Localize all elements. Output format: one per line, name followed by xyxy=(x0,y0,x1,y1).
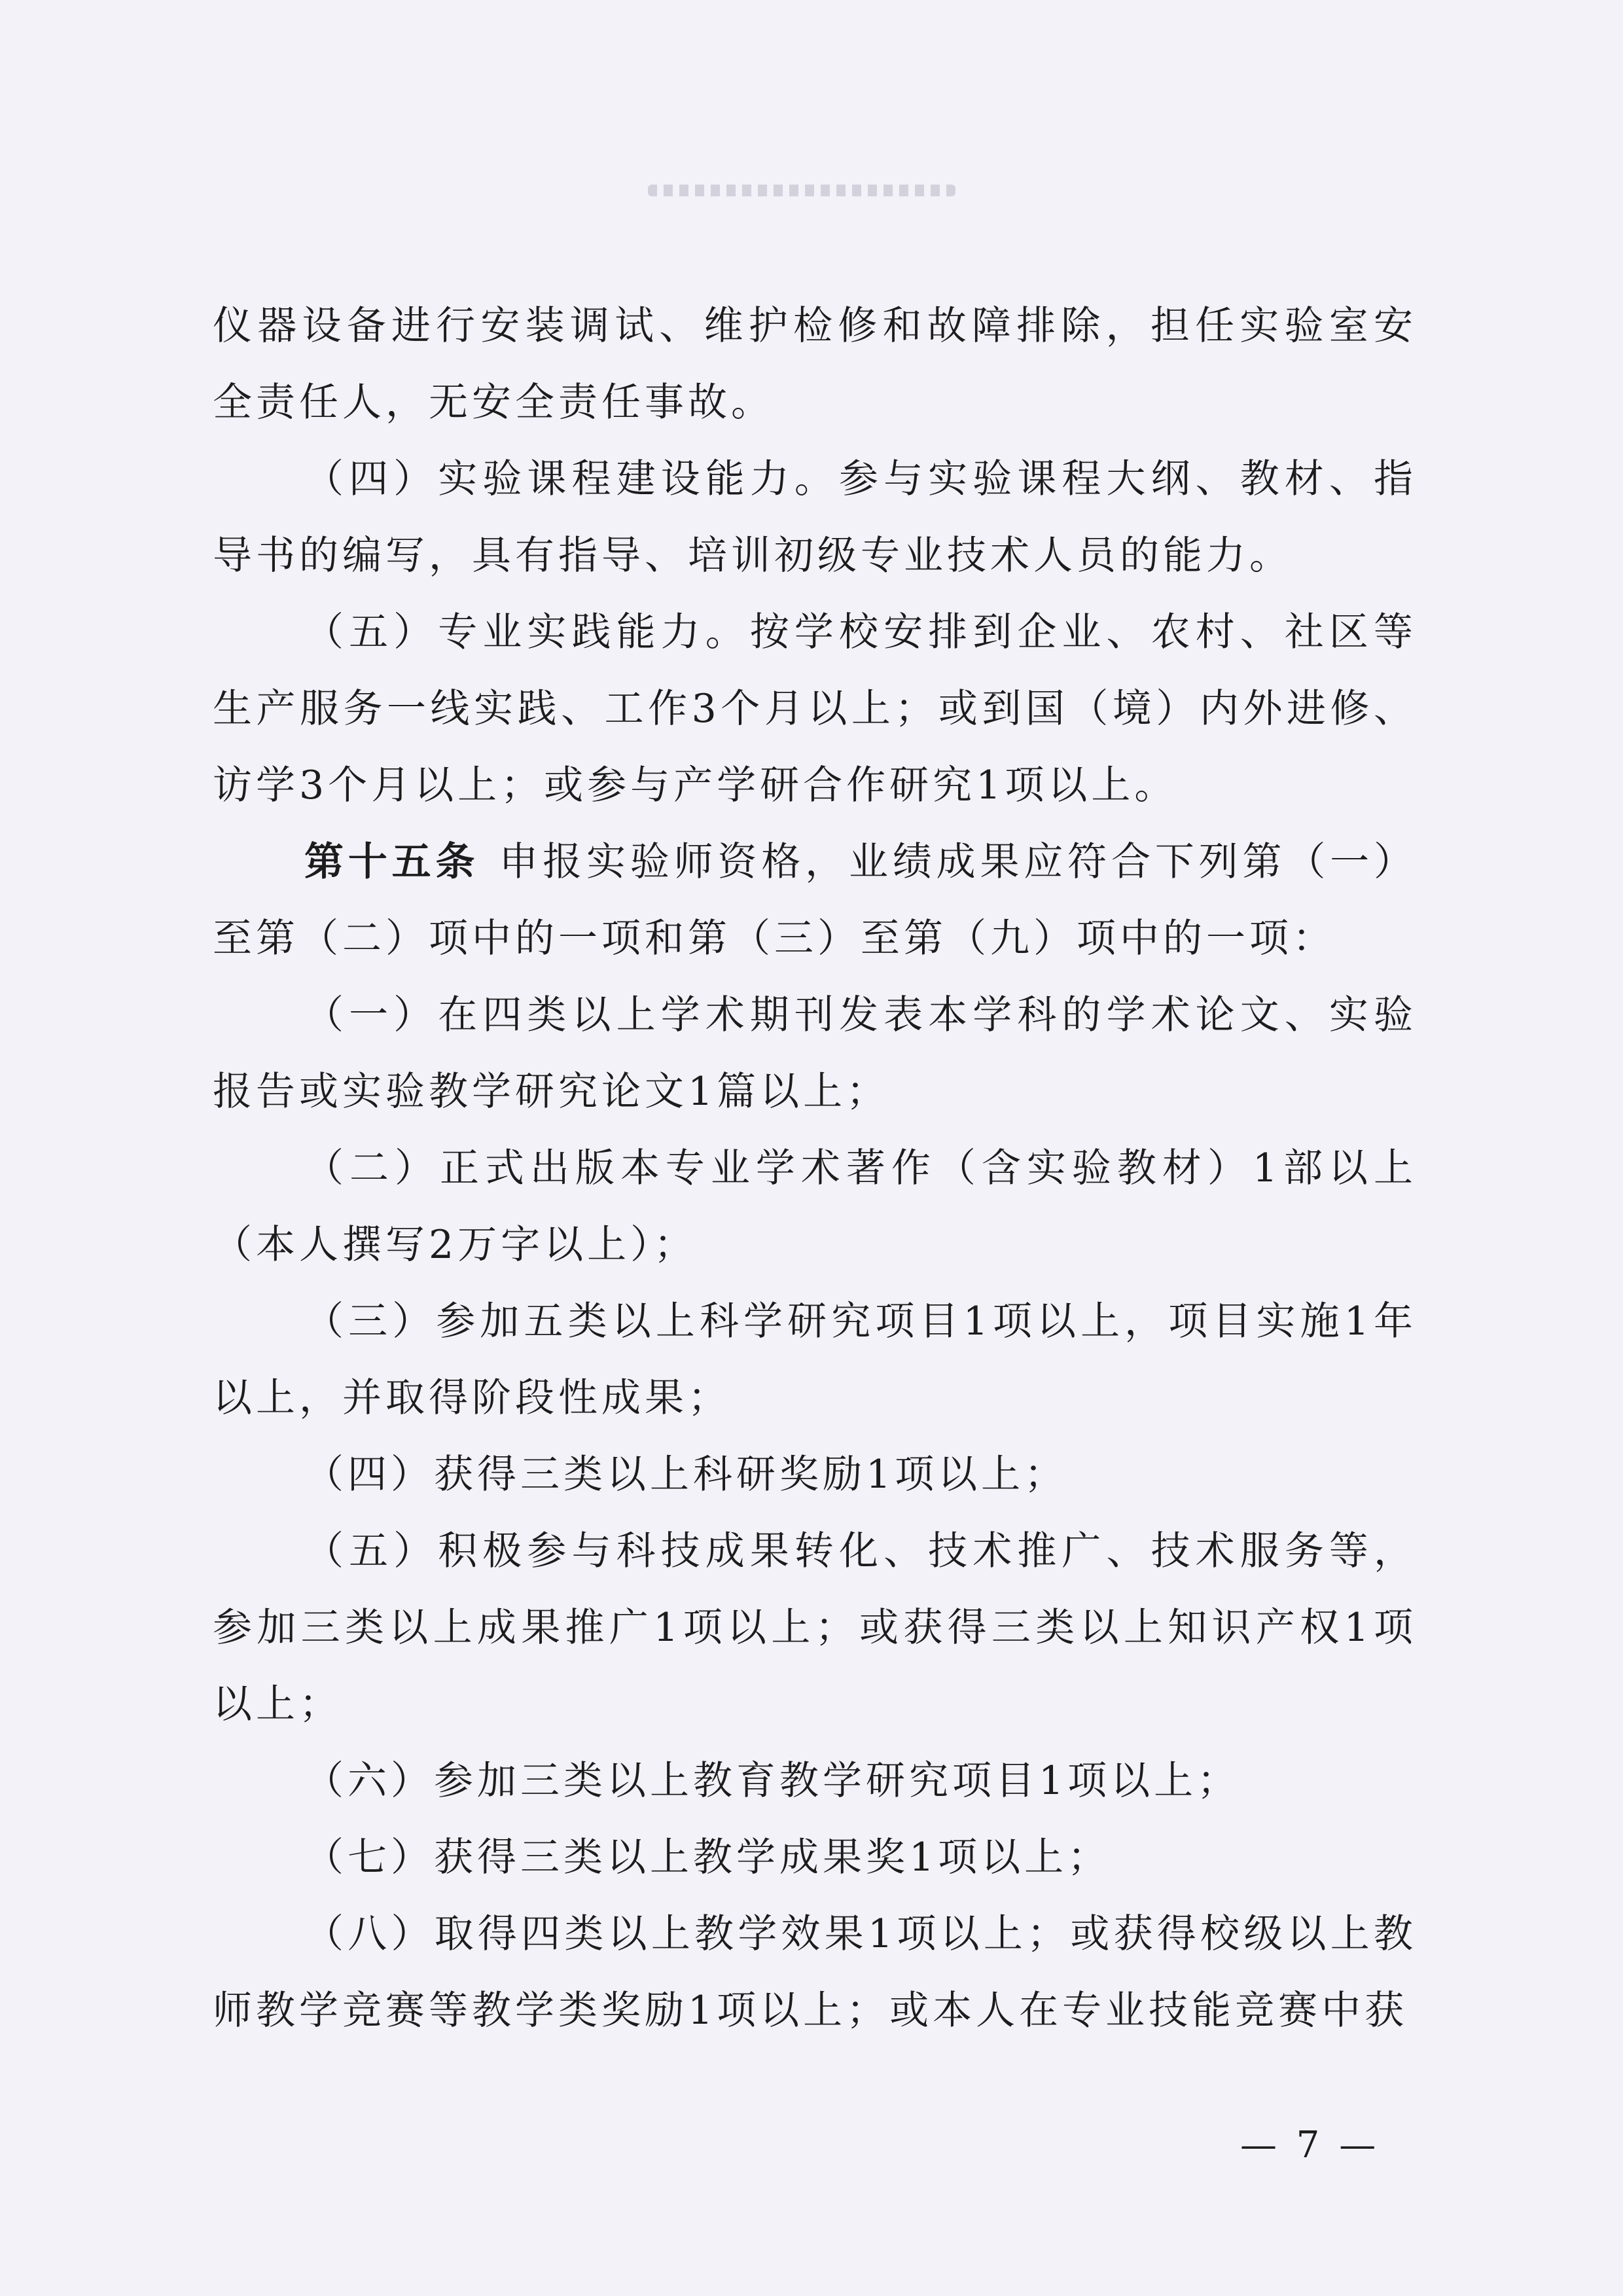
document-body xyxy=(213,288,1417,2049)
article-15-paragraph xyxy=(213,824,1417,977)
item-1: （一）在四类以上学术期刊发表本学科的学术论文、实验报告或实验教学研究论文1篇以上； xyxy=(213,992,1417,1115)
paragraph-4-experimental-course: （四）实验课程建设能力。参与实验课程大纲、教材、指导书的编写，具有指导、培训初级专业技术人员的能力。 xyxy=(213,456,1417,579)
page-number: — 7 — xyxy=(1240,2124,1380,2166)
paragraph-1: 仪器设备进行安装调试、维护检修和故障排除，担任实验室安全责任人，无安全责任事故。 xyxy=(213,303,1417,425)
item-8: （八）取得四类以上教学效果1项以上；或获得校级以上教师教学竞赛等教学类奖励1项以上；或本人在专业技能竞赛中获 xyxy=(213,1911,1417,2034)
faint-header-mark xyxy=(648,185,955,196)
article-15-text: 申报实验师资格，业绩成果应符合下列第（一）至第（二）项中的一项和第（三）至第（九）项中的一项： xyxy=(213,839,1418,961)
item-3: （三）参加五类以上科学研究项目1项以上，项目实施1年以上，并取得阶段性成果； xyxy=(213,1299,1417,1421)
item-6: （六）参加三类以上教育教学研究项目1项以上； xyxy=(304,1758,1241,1804)
item-2: （二）正式出版本专业学术著作（含实验教材）1部以上（本人撰写2万字以上）； xyxy=(213,1145,1417,1268)
article-15-heading: 第十五条 xyxy=(304,839,480,885)
item-4: （四）获得三类以上科研奖励1项以上； xyxy=(304,1452,1068,1498)
item-5: （五）积极参与科技成果转化、技术推广、技术服务等，参加三类以上成果推广1项以上；或获得三类以上知识产权1项以上； xyxy=(213,1528,1417,1727)
item-7: （七）获得三类以上教学成果奖1项以上； xyxy=(304,1835,1111,1880)
paragraph-5-professional-practice: （五）专业实践能力。按学校安排到企业、农村、社区等生产服务一线实践、工作3个月以上；或到国（境）内外进修、访学3个月以上；或参与产学研合作研究1项以上。 xyxy=(213,609,1417,808)
